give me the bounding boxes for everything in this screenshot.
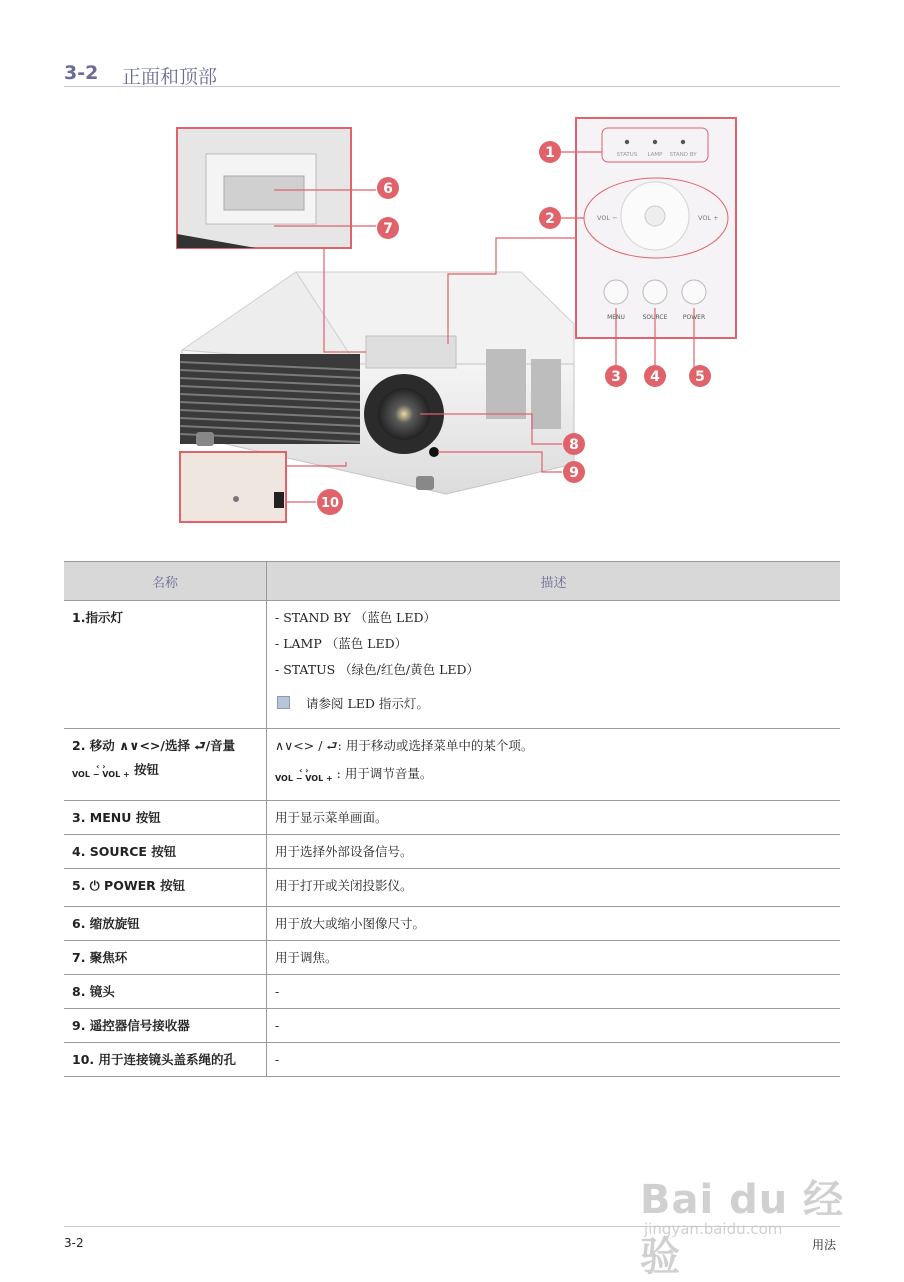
col-header-desc: 描述 bbox=[267, 562, 841, 601]
row-name: 9. 遥控器信号接收器 bbox=[64, 1009, 267, 1043]
col-header-name: 名称 bbox=[64, 562, 267, 601]
vol-minus-label: VOL − bbox=[597, 214, 618, 222]
note-text: 请参阅 LED 指示灯。 bbox=[306, 696, 429, 711]
table-row bbox=[64, 801, 840, 835]
svg-text:5: 5 bbox=[695, 369, 705, 385]
table-row bbox=[64, 941, 840, 975]
zoom-focus-slot bbox=[366, 336, 456, 368]
row-name-suffix: 按钮 bbox=[134, 762, 160, 777]
foot-right bbox=[416, 476, 434, 490]
power-label: POWER bbox=[682, 314, 706, 321]
row-desc: 用于显示菜单画面。 bbox=[267, 801, 841, 835]
source-label: SOURCE bbox=[642, 314, 668, 321]
desc-line: - STATUS （绿色/红色/黄色 LED） bbox=[275, 662, 480, 677]
inset-lens-cap-hole bbox=[180, 452, 286, 522]
standby-label: STAND BY bbox=[669, 152, 697, 158]
table-row bbox=[64, 869, 840, 907]
row-name: 5. ⏻ POWER 按钮 bbox=[64, 869, 267, 907]
row-desc: 用于打开或关闭投影仪。 bbox=[267, 869, 841, 907]
table-row bbox=[64, 1043, 840, 1077]
row-name: 4. SOURCE 按钮 bbox=[64, 835, 267, 869]
svg-text:7: 7 bbox=[383, 221, 393, 237]
section-number: 3-2 bbox=[64, 62, 99, 84]
svg-text:9: 9 bbox=[569, 465, 579, 481]
source-button bbox=[643, 280, 667, 304]
footer-divider bbox=[64, 1226, 840, 1227]
footer-chapter: 用法 bbox=[812, 1238, 837, 1252]
row-desc bbox=[267, 729, 841, 801]
row-name: 10. 用于连接镜头盖系绳的孔 bbox=[64, 1043, 267, 1077]
foot-left bbox=[196, 432, 214, 446]
row-name bbox=[64, 729, 267, 801]
desc-line: ∧∨<> / ⮐: 用于移动或选择菜单中的某个项。 bbox=[275, 738, 534, 753]
led-lamp bbox=[653, 140, 657, 144]
status-label: STATUS bbox=[616, 152, 638, 158]
desc-line: - LAMP （蓝色 LED） bbox=[275, 636, 408, 651]
table-row bbox=[64, 601, 840, 729]
led-status bbox=[625, 140, 629, 144]
remote-receiver bbox=[429, 447, 439, 457]
note-icon bbox=[277, 696, 290, 709]
menu-button bbox=[604, 280, 628, 304]
vent-grille-right bbox=[486, 349, 561, 429]
lamp-label: LAMP bbox=[647, 152, 663, 158]
vol-plus-label: VOL + bbox=[698, 214, 719, 222]
table-row bbox=[64, 1009, 840, 1043]
table-header-row bbox=[64, 562, 840, 601]
section-header bbox=[64, 60, 840, 87]
power-button bbox=[682, 280, 706, 304]
svg-text:2: 2 bbox=[545, 211, 555, 227]
svg-text:6: 6 bbox=[383, 181, 393, 197]
row-name-line: 2. 移动 ∧∨<>/选择 ⮐/音量 bbox=[72, 738, 236, 753]
table-row bbox=[64, 907, 840, 941]
row-desc: - bbox=[267, 975, 841, 1009]
svg-text:3: 3 bbox=[611, 369, 621, 385]
table-row bbox=[64, 975, 840, 1009]
vol-icon: ‹ › VOL − VOL + bbox=[275, 765, 333, 783]
row-name: 7. 聚焦环 bbox=[64, 941, 267, 975]
row-name: 3. MENU 按钮 bbox=[64, 801, 267, 835]
svg-text:1: 1 bbox=[545, 145, 555, 161]
projector-figure bbox=[176, 114, 740, 534]
row-name: 1.指示灯 bbox=[64, 601, 267, 729]
row-desc: 用于选择外部设备信号。 bbox=[267, 835, 841, 869]
note-line bbox=[275, 695, 832, 721]
svg-text:8: 8 bbox=[569, 437, 579, 453]
inset-control-panel bbox=[576, 118, 736, 338]
row-desc: 用于调焦。 bbox=[267, 941, 841, 975]
desc-line-2: ‹ › VOL − VOL + : 用于调节音量。 bbox=[275, 765, 433, 783]
baidu-watermark bbox=[640, 1140, 860, 1280]
table-row bbox=[64, 835, 840, 869]
desc-line: - STAND BY （蓝色 LED） bbox=[275, 610, 436, 625]
vent-grille-left bbox=[180, 354, 360, 444]
row-desc: - bbox=[267, 1043, 841, 1077]
svg-text:4: 4 bbox=[650, 369, 660, 385]
menu-label: MENU bbox=[607, 314, 625, 321]
row-name-line-2 bbox=[72, 761, 258, 779]
select-button bbox=[645, 206, 665, 226]
row-desc: - bbox=[267, 1009, 841, 1043]
section-title: 正面和顶部 bbox=[122, 66, 218, 88]
row-desc: 用于放大或缩小图像尺寸。 bbox=[267, 907, 841, 941]
row-name: 8. 镜头 bbox=[64, 975, 267, 1009]
inset-zoom-focus bbox=[177, 128, 351, 248]
row-desc bbox=[267, 601, 841, 729]
vol-icon: ‹ › VOL − VOL + bbox=[72, 761, 130, 779]
watermark-url: jingyan.baidu.com bbox=[644, 1220, 783, 1238]
table-row bbox=[64, 729, 840, 801]
svg-text:10: 10 bbox=[320, 496, 340, 511]
watermark-brand: Bai du 经验 bbox=[640, 1177, 845, 1280]
row-name: 6. 缩放旋钮 bbox=[64, 907, 267, 941]
led-standby bbox=[681, 140, 685, 144]
spec-table bbox=[64, 561, 840, 1077]
footer-page-number: 3-2 bbox=[64, 1236, 84, 1250]
